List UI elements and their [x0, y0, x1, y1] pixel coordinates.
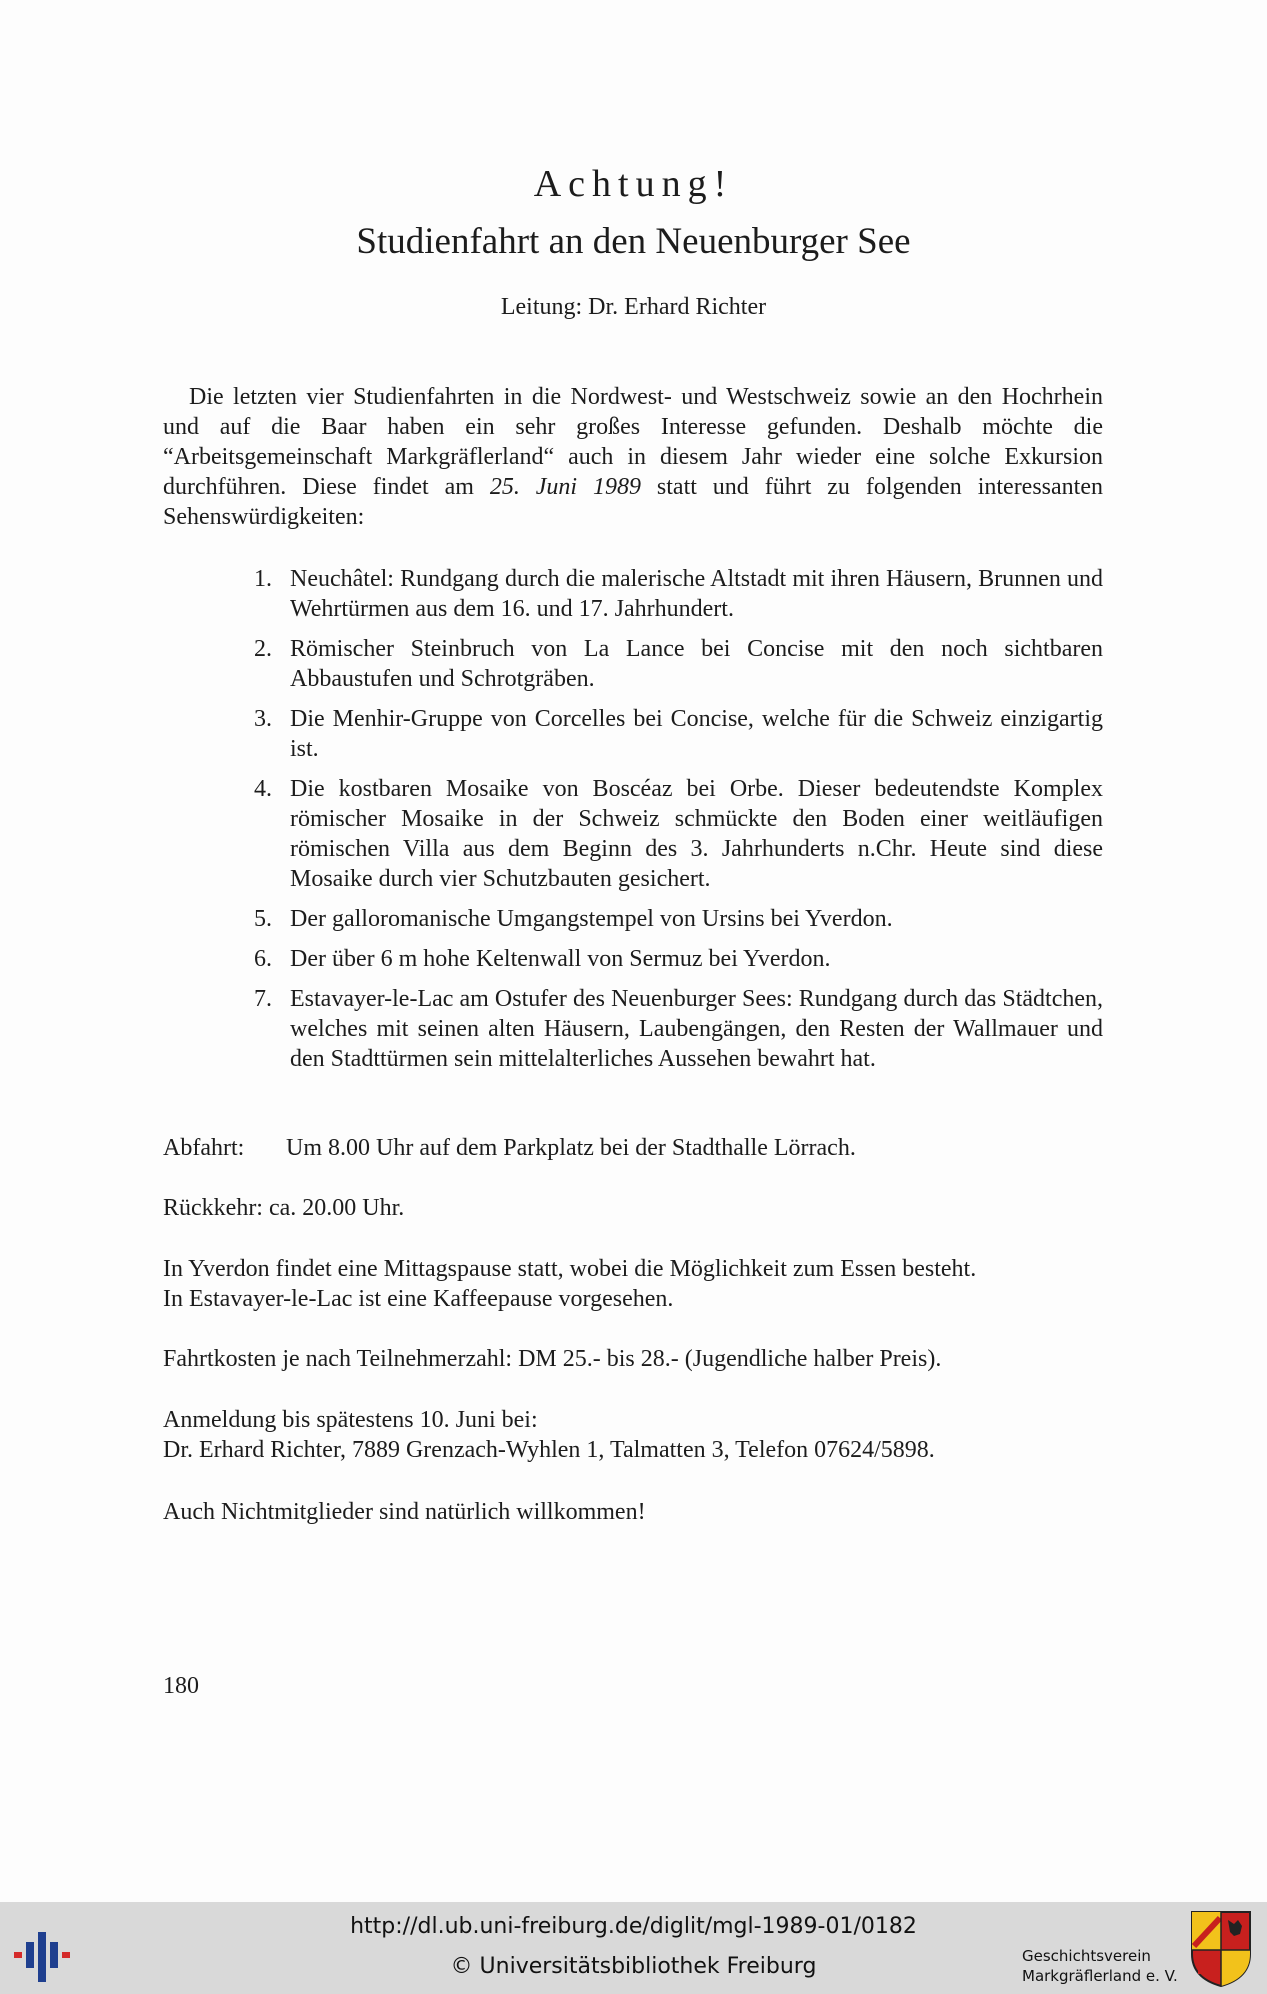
list-item — [254, 564, 1103, 624]
list-item-text: Römischer Steinbruch von La Lance bei Concise mit den noch sichtbaren Abbaustufen und Schrotgräben. — [290, 636, 1103, 692]
itinerary-list — [254, 564, 1103, 1084]
footer-bar — [0, 1902, 1267, 1994]
page-subtitle: Studienfahrt an den Neuenburger See — [356, 221, 911, 262]
list-item — [254, 704, 1103, 764]
list-item-text: Der galloromanische Umgangstempel von Ursins bei Yverdon. — [290, 906, 893, 932]
society-line-2: Markgräflerland e. V. — [1022, 1967, 1178, 1985]
list-item-text: Der über 6 m hohe Keltenwall von Sermuz bei Yverdon. — [290, 946, 831, 972]
coffee-break: In Estavayer-le-Lac ist eine Kaffeepause vorgesehen. — [163, 1286, 674, 1312]
list-item — [254, 774, 1103, 894]
return-time: Rückkehr: ca. 20.00 Uhr. — [163, 1195, 405, 1221]
list-item-number: 7. — [254, 986, 272, 1012]
list-item — [254, 904, 1103, 934]
intro-text-after: statt und führt zu folgenden interessanten Sehenswürdigkeiten: — [163, 474, 1103, 530]
list-item-number: 4. — [254, 776, 272, 802]
intro-text-before: Die letzten vier Studienfahrten in die Nordwest- und Westschweiz sowie an den Hochrhein und auf die Baar haben ein sehr großes Interesse gefunden. Deshalb möchte die “Arbeitsgemeinschaft Markgräflerland“ auch in diesem Jahr wieder eine solche Exkursion durchführen. Diese findet am — [163, 384, 1103, 500]
list-item-number: 3. — [254, 706, 272, 732]
society-name — [1022, 1946, 1178, 1986]
lunch-break: In Yverdon findet eine Mittagspause statt, wobei die Möglichkeit zum Essen besteht. — [163, 1256, 977, 1282]
registration-deadline: Anmeldung bis spätestens 10. Juni bei: — [163, 1407, 538, 1433]
society-line-1: Geschichtsverein — [1022, 1947, 1151, 1965]
departure-label: Abfahrt: — [163, 1135, 245, 1161]
trip-date: 25. Juni 1989 — [489, 474, 641, 500]
list-item-number: 5. — [254, 906, 272, 932]
trip-cost: Fahrtkosten je nach Teilnehmerzahl: DM 25.- bis 28.- (Jugendliche halber Preis). — [163, 1346, 942, 1372]
intro-paragraph — [163, 382, 1103, 532]
list-item — [254, 984, 1103, 1074]
leader-line: Leitung: Dr. Erhard Richter — [500, 294, 767, 320]
list-item-text: Die kostbaren Mosaike von Boscéaz bei Orbe. Dieser bedeutendste Komplex römischer Mosaike in der Schweiz schmückte den Boden einer weitläufigen römischen Villa aus dem Beginn des 3. Jahrhunderts n.Chr. Heute sind diese Mosaike durch vier Schutzbauten gesichert. — [290, 776, 1103, 892]
registration-contact: Dr. Erhard Richter, 7889 Grenzach-Wyhlen 1, Talmatten 3, Telefon 07624/5898. — [163, 1437, 935, 1463]
source-url[interactable]: http://dl.ub.uni-freiburg.de/diglit/mgl-1989-01/0182 — [350, 1914, 917, 1939]
page-number: 180 — [163, 1673, 199, 1699]
list-item-number: 6. — [254, 946, 272, 972]
list-item — [254, 944, 1103, 974]
list-item-text: Die Menhir-Gruppe von Corcelles bei Concise, welche für die Schweiz einzigartig ist. — [290, 706, 1103, 762]
page-title: Achtung! — [533, 163, 734, 205]
list-item-number: 1. — [254, 566, 272, 592]
coat-of-arms-icon — [1190, 1910, 1252, 1988]
list-item-number: 2. — [254, 636, 272, 662]
list-item-text: Neuchâtel: Rundgang durch die malerische Altstadt mit ihren Häusern, Brunnen und Wehrtürmen aus dem 16. und 17. Jahrhundert. — [290, 566, 1103, 622]
closing-note: Auch Nichtmitglieder sind natürlich willkommen! — [163, 1499, 646, 1525]
copyright-line: © Universitätsbibliothek Freiburg — [450, 1954, 817, 1979]
list-item — [254, 634, 1103, 694]
departure-value: Um 8.00 Uhr auf dem Parkplatz bei der Stadthalle Lörrach. — [286, 1135, 856, 1161]
list-item-text: Estavayer-le-Lac am Ostufer des Neuenburger Sees: Rundgang durch das Städtchen, welches mit seinen alten Häusern, Laubengängen, den Resten der Wallmauer und den Stadttürmen sein mittelalterliches Aussehen bewahrt hat. — [290, 986, 1103, 1072]
